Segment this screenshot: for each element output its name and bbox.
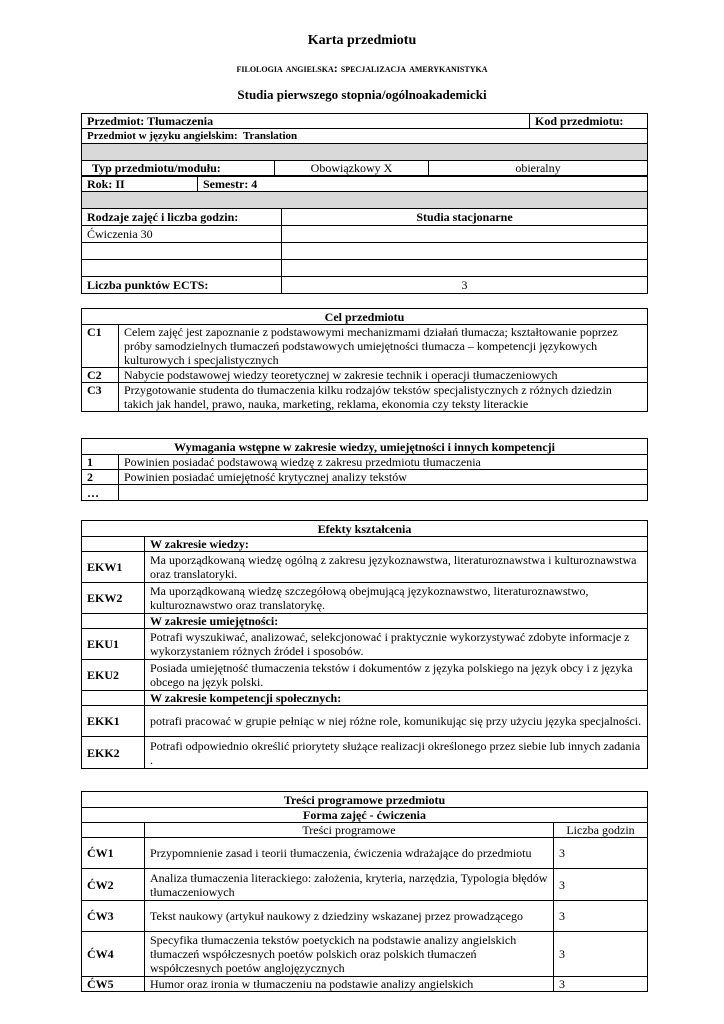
outcome-text: Potrafi odpowiednio określić priorytety służące realizacji określonego przez siebie lub innych zadania . [145, 737, 648, 769]
type-label: Typ przedmiotu/modułu: [82, 161, 275, 176]
content-code: ĆW2 [82, 869, 145, 901]
content-form: Forma zajęć - ćwiczenia [82, 808, 648, 823]
goals-table [81, 308, 648, 412]
outcome-code: EKW2 [82, 583, 145, 614]
ects-label: Liczba punktów ECTS: [82, 277, 282, 294]
goal-text: Nabycie podstawowej wiedzy teoretycznej w zakresie technik i operacji tłumaczeniowych [119, 368, 648, 383]
outcomes-title: Efekty kształcenia [82, 521, 648, 537]
empty-cell [82, 537, 145, 552]
empty-cell [282, 243, 648, 260]
content-hours: 3 [554, 869, 648, 901]
prereq-text [119, 485, 648, 501]
empty-cell [82, 243, 282, 260]
english-name-label: Przedmiot w języku angielskim: [87, 130, 238, 142]
outcome-code: EKW1 [82, 552, 145, 583]
classes-table [81, 208, 648, 294]
classes-empty-cell [282, 226, 648, 243]
program-content-table [81, 791, 648, 992]
content-text: Humor oraz ironia w tłumaczeniu na podstawie analizy angielskich [145, 977, 554, 992]
outcome-text: Ma uporządkowaną wiedzę ogólną z zakresu językoznawstwa, literaturoznawstwa i kulturoznawstwa oraz translatoryki. [145, 552, 648, 583]
empty-cell [82, 614, 145, 629]
col-hours-header: Liczba godzin [554, 823, 648, 838]
goal-code: C2 [82, 368, 119, 383]
content-hours: 3 [554, 838, 648, 869]
content-title: Treści programowe przedmiotu [82, 792, 648, 808]
goal-code: C1 [82, 325, 119, 368]
course-code-label: Kod przedmiotu: [530, 114, 648, 129]
prereq-code: 2 [82, 470, 119, 485]
outcomes-table [81, 520, 648, 769]
prereq-text: Powinien posiadać umiejętność krytycznej analizy tekstów [119, 470, 648, 485]
program-subtitle: filologia angielska: specjalizacja amerykanistyka [236, 61, 488, 75]
semester-label: Semestr: 4 [198, 177, 648, 192]
outcome-text: Potrafi wyszukiwać, analizować, selekcjonować i praktycznie wykorzystywać zdobyte informacje z wykorzystaniem różnych źródeł i sposobów. [145, 629, 648, 660]
empty-cell [82, 691, 145, 706]
empty-cell [282, 260, 648, 277]
english-name-value: Translation [242, 130, 298, 142]
content-text: Tekst naukowy (artykuł naukowy z dziedziny wskazanej przez prowadzącego [145, 901, 554, 932]
study-level: Studia pierwszego stopnia/ogólnoakademicki [237, 87, 487, 102]
prereq-text: Powinien posiadać podstawową wiedzę z zakresu przedmiotu tłumaczenia [119, 455, 648, 470]
prerequisites-title: Wymagania wstępne w zakresie wiedzy, umiejętności i innych kompetencji [82, 439, 648, 455]
type-mandatory: Obowiązkowy X [275, 161, 429, 176]
ects-value: 3 [282, 277, 648, 294]
spacer-row [82, 144, 648, 161]
content-code: ĆW1 [82, 838, 145, 869]
content-text: Przypomnienie zasad i teorii tłumaczenia, ćwiczenia wdrażające do przedmiotu [145, 838, 554, 869]
content-code: ĆW5 [82, 977, 145, 992]
document-title: Karta przedmiotu [307, 33, 417, 48]
goal-code: C3 [82, 383, 119, 412]
year-label: Rok: II [82, 177, 198, 192]
english-name-row [82, 129, 648, 144]
outcome-code: EKU2 [82, 660, 145, 691]
col-content-header: Treści programowe [145, 823, 554, 838]
content-hours: 3 [554, 901, 648, 932]
course-type-table [81, 160, 648, 176]
outcome-text: Posiada umiejętność tłumaczenia tekstów i dokumentów z języka polskiego na język obcy i z języka obcego na język polski. [145, 660, 648, 691]
prereq-code: … [82, 485, 119, 501]
type-elective: obieralny [429, 161, 648, 176]
empty-cell [82, 823, 145, 838]
goals-title: Cel przedmiotu [82, 309, 648, 325]
prereq-code: 1 [82, 455, 119, 470]
classes-value: Ćwiczenia 30 [82, 226, 282, 243]
skills-header: W zakresie umiejętności: [145, 614, 648, 629]
content-text: Specyfika tłumaczenia tekstów poetyckich na podstawie analizy angielskich tłumaczeń współczesnych poetów polskich oraz polskich tłumaczeń współczesnych poetów anglojęzycznych [145, 932, 554, 977]
spacer-row [82, 192, 648, 209]
outcome-text: Ma uporządkowaną wiedzę szczegółową obejmującą językoznawstwo, literaturoznawstwo, kulturoznawstwo oraz translatorykę. [145, 583, 648, 614]
empty-cell [82, 260, 282, 277]
content-code: ĆW3 [82, 901, 145, 932]
outcome-code: EKU1 [82, 629, 145, 660]
content-hours: 3 [554, 932, 648, 977]
outcome-code: EKK2 [82, 737, 145, 769]
classes-label: Rodzaje zajęć i liczba godzin: [82, 209, 282, 226]
content-code: ĆW4 [82, 932, 145, 977]
prerequisites-table [81, 438, 648, 501]
content-hours: 3 [554, 977, 648, 992]
knowledge-header: W zakresie wiedzy: [145, 537, 648, 552]
content-text: Analiza tłumaczenia literackiego: założenia, kryteria, narzędzia, Typologia błędów tłumaczeniowych [145, 869, 554, 901]
goal-text: Przygotowanie studenta do tłumaczenia kilku rodzajów tekstów specjalistycznych z różnych dziedzin takich jak handel, prawo, nauka, marketing, reklama, ekonomia czy teksty literackie [119, 383, 648, 412]
social-header: W zakresie kompetencji społecznych: [145, 691, 648, 706]
course-info-table [81, 113, 648, 161]
goal-text: Celem zajęć jest zapoznanie z podstawowymi mechanizmami działań tłumacza; kształtowanie poprzez próby samodzielnych tłumaczeń podstawowych umiejętności tłumacza – kompetencji językowych kulturowych i specjalistycznych [119, 325, 648, 368]
studies-mode: Studia stacjonarne [282, 209, 648, 226]
outcome-code: EKK1 [82, 706, 145, 737]
year-semester-table [81, 176, 648, 209]
outcome-text: potrafi pracować w grupie pełniąc w niej różne role, komunikując się przy użyciu języka specjalności. [145, 706, 648, 737]
subject-label: Przedmiot: Tłumaczenia [82, 114, 530, 129]
